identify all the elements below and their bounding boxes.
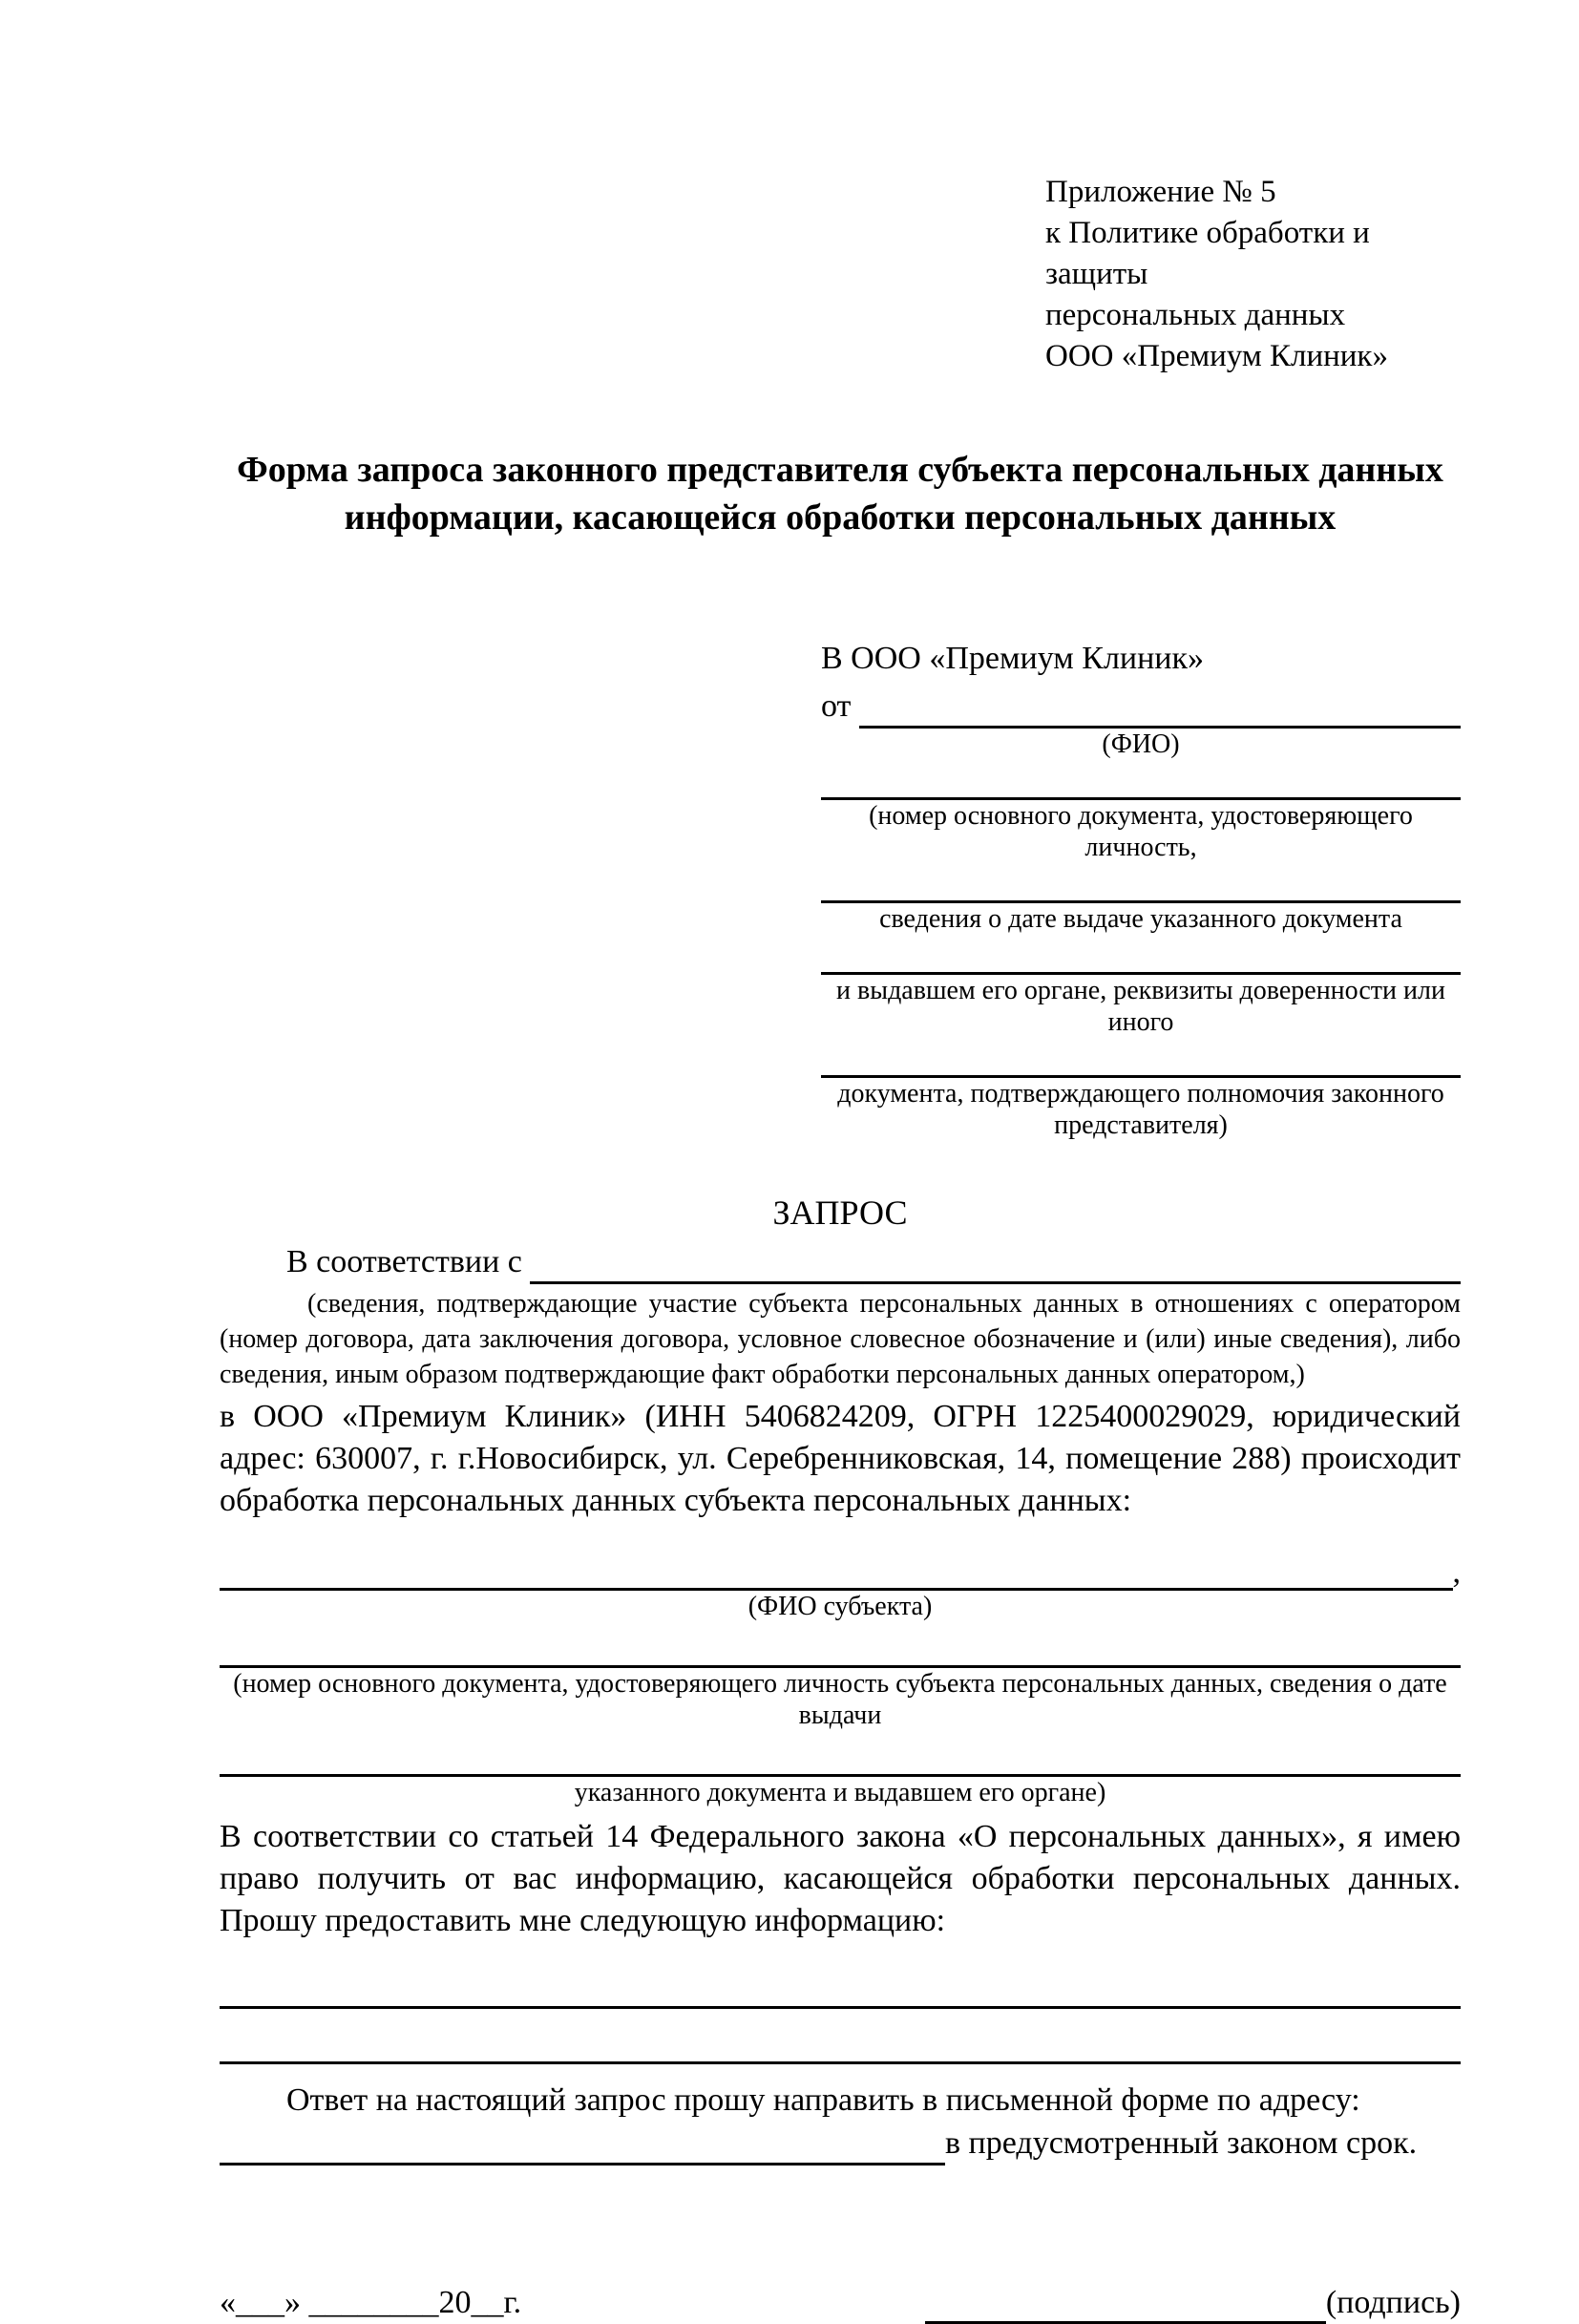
- trailing-comma: ,: [1452, 1554, 1461, 1590]
- appendix-line: персональных данных: [1045, 298, 1346, 332]
- field-caption: (номер основного документа, удостоверяющего личность субъекта персональных данных, сведения о дате выдачи: [233, 1669, 1447, 1730]
- date-line: «___» ________20__г.: [220, 2285, 522, 2320]
- accordance-label: В соответствии с: [286, 1244, 531, 1279]
- signature-block: [925, 2282, 1461, 2324]
- field-caption: и выдавшем его органе, реквизиты доверенности или иного: [836, 976, 1445, 1037]
- accordance-row: [220, 1240, 1461, 1284]
- addressee-block: [821, 637, 1461, 1141]
- subject-fio-row: [220, 1554, 1461, 1591]
- signature-blank-line: [925, 2309, 1326, 2324]
- footer-row: [220, 2282, 1461, 2324]
- accordance-blank-line: [530, 1275, 1461, 1284]
- fio-caption: (ФИО): [1102, 729, 1180, 759]
- blank-line: [220, 1760, 1461, 1777]
- blank-line: [220, 1651, 1461, 1668]
- appendix-line: Приложение № 5: [1045, 175, 1276, 209]
- from-fio-blank-line: [859, 719, 1461, 729]
- field-caption: указанного документа и выдавшем его органе): [574, 1778, 1106, 1807]
- field-caption: (номер основного документа, удостоверяющего личность,: [869, 801, 1413, 862]
- blank-line: [220, 2009, 1461, 2064]
- blank-line: [220, 1954, 1461, 2009]
- subject-fio-caption: (ФИО субъекта): [747, 1592, 933, 1621]
- blank-line: [821, 1063, 1461, 1078]
- representative-doc-field: [821, 785, 1461, 863]
- reply-suffix: в предусмотренный законом срок.: [945, 2125, 1418, 2161]
- appendix-line: к Политике обработки и защиты: [1045, 216, 1370, 291]
- representative-doc-field: [821, 960, 1461, 1038]
- blank-line: [821, 888, 1461, 903]
- subject-fio-blank-line: [220, 1581, 1453, 1591]
- from-label: от: [821, 688, 859, 724]
- reply-paragraph: Ответ на настоящий запрос прошу направить в письменной форме по адресу:: [286, 2082, 1360, 2118]
- from-row: [821, 685, 1461, 729]
- appendix-line: ООО «Премиум Клиник»: [1045, 339, 1388, 373]
- law-paragraph: В соответствии со статьей 14 Федерального закона «О персональных данных», я имею право получить от вас информацию, касающейся обработки персональных данных. Прошу предоставить мне следующую информацию:: [220, 1819, 1461, 1938]
- appendix-header: [1045, 172, 1461, 377]
- reply-address-blank-line: [220, 2156, 945, 2166]
- page-title: [220, 446, 1461, 541]
- page-title-line2: информации, касающейся обработки персональных данных: [344, 497, 1337, 538]
- field-caption: сведения о дате выдаче указанного документа: [879, 904, 1402, 934]
- request-heading: ЗАПРОС: [772, 1194, 908, 1232]
- addressee-organization: В ООО «Премиум Клиник»: [821, 641, 1205, 676]
- representative-doc-field: [821, 888, 1461, 935]
- signature-caption: (подпись): [1325, 2285, 1461, 2320]
- subject-doc-field: [220, 1760, 1461, 1808]
- reply-address-row: [220, 2122, 1461, 2166]
- page-title-line1: Форма запроса законного представителя субъекта персональных данных: [237, 450, 1443, 490]
- subject-doc-field: [220, 1651, 1461, 1731]
- blank-line: [821, 785, 1461, 800]
- accordance-caption: (сведения, подтверждающие участие субъекта персональных данных в отношениях с оператором (номер договора, дата заключения договора, условное словесное обозначение и (или) иные сведения), либо сведения, иным образом подтверждающие факт обработки персональных данных оператором,): [220, 1289, 1461, 1389]
- field-caption: документа, подтверждающего полномочия законного представителя): [837, 1079, 1444, 1140]
- blank-line: [821, 960, 1461, 975]
- operator-paragraph: в ООО «Премиум Клиник» (ИНН 5406824209, ОГРН 1225400029029, юридический адрес: 630007, г. г.Новосибирск, ул. Серебренниковская, 14, помещение 288) происходит обработка персональных данных субъекта персональных данных:: [220, 1399, 1461, 1518]
- representative-doc-field: [821, 1063, 1461, 1141]
